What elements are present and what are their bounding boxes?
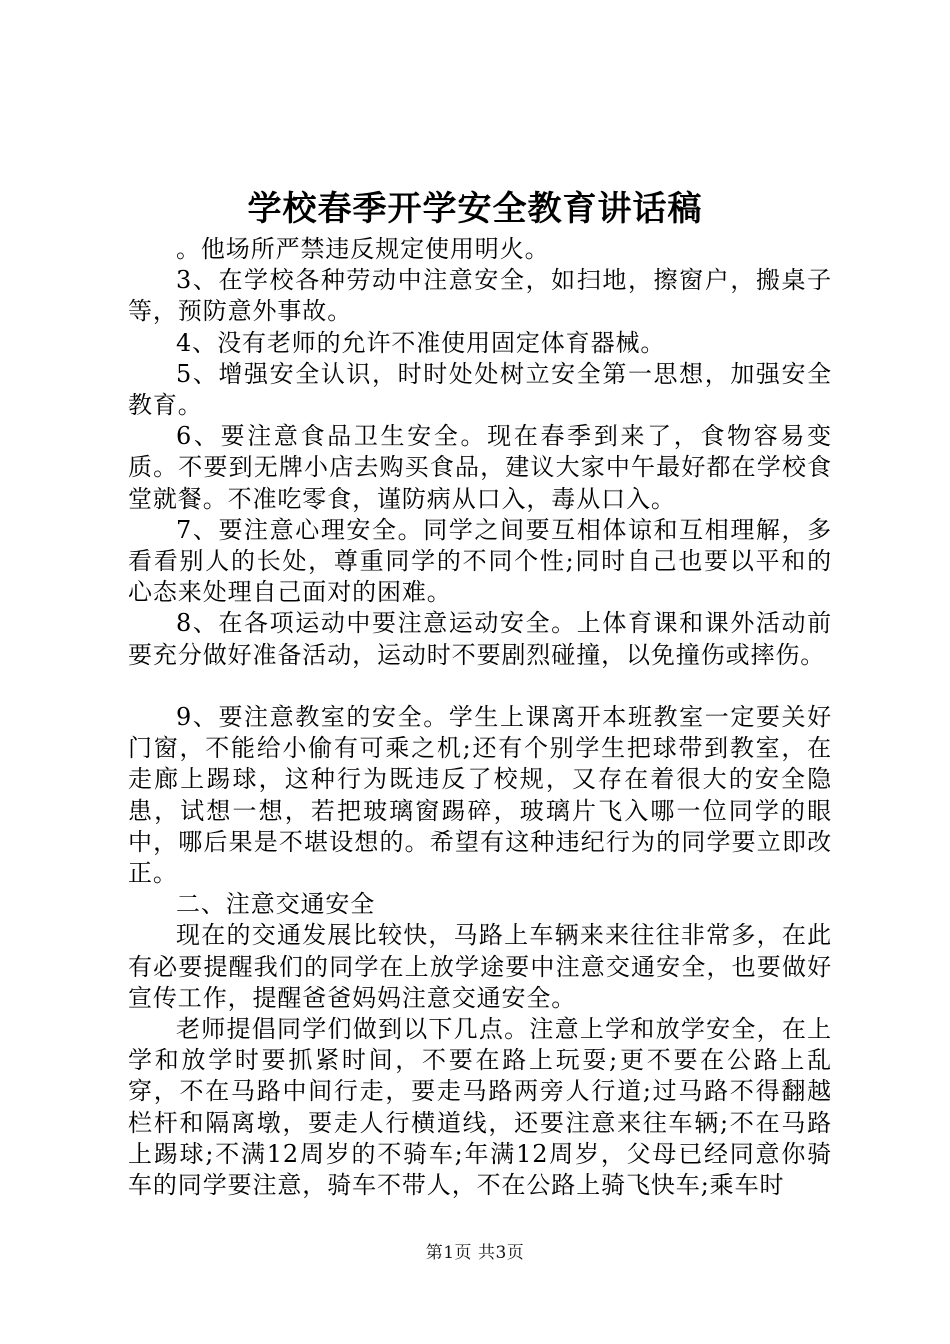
paragraph: 6、要注意食品卫生安全。现在春季到来了，食物容易变质。不要到无牌小店去购买食品，建议大家中午最好都在学校食堂就餐。不准吃零食，谨防病从口入，毒从口入。	[128, 422, 832, 513]
paragraph: 4、没有老师的允许不准使用固定体育器械。	[176, 328, 666, 357]
paragraph: 5、增强安全认识，时时处处树立安全第一思想，加强安全教育。	[128, 359, 832, 420]
paragraph: 9、要注意教室的安全。学生上课离开本班教室一定要关好门窗，不能给小偷有可乘之机;还有个别学生把球带到教室，在走廊上踢球，这种行为既违反了校规，又存在着很大的安全隐患，试想一想，若把玻璃窗踢碎，玻璃片飞入哪一位同学的眼中，哪后果是不堪设想的。希望有这种违纪行为的同学要立即改正。	[128, 703, 832, 888]
page-number-footer: 第1页 共3页	[425, 1243, 525, 1263]
paragraph: 7、要注意心理安全。同学之间要互相体谅和互相理解，多看看别人的长处，尊重同学的不同个性;同时自己也要以平和的心态来处理自己面对的困难。	[128, 515, 832, 607]
paragraph: 。他场所严禁违反规定使用明火。	[176, 235, 550, 263]
paragraph: 现在的交通发展比较快，马路上车辆来来往往非常多，在此有必要提醒我们的同学在上放学途要中注意交通安全，也要做好宣传工作，提醒爸爸妈妈注意交通安全。	[128, 921, 832, 1012]
document-title: 学校春季开学安全教育讲话稿	[247, 189, 703, 229]
blank-line	[128, 671, 832, 702]
paragraph: 8、在各项运动中要注意运动安全。上体育课和课外活动前要充分做好准备活动，运动时不要剧烈碰撞，以免撞伤或摔伤。	[128, 609, 832, 669]
document-body	[128, 234, 832, 1201]
section-heading: 二、注意交通安全	[176, 890, 376, 919]
paragraph: 3、在学校各种劳动中注意安全，如扫地，擦窗户，搬桌子等，预防意外事故。	[128, 266, 832, 326]
paragraph: 老师提倡同学们做到以下几点。注意上学和放学安全，在上学和放学时要抓紧时间，不要在路上玩耍;更不要在公路上乱穿，不在马路中间行走，要走马路两旁人行道;过马路不得翻越栏杆和隔离墩，要走人行横道线，还要注意来往车辆;不在马路上踢球;不满12周岁的不骑车;年满12周岁，父母已经同意你骑车的同学要注意，骑车不带人，不在公路上骑飞快车;乘车时	[128, 1015, 832, 1200]
